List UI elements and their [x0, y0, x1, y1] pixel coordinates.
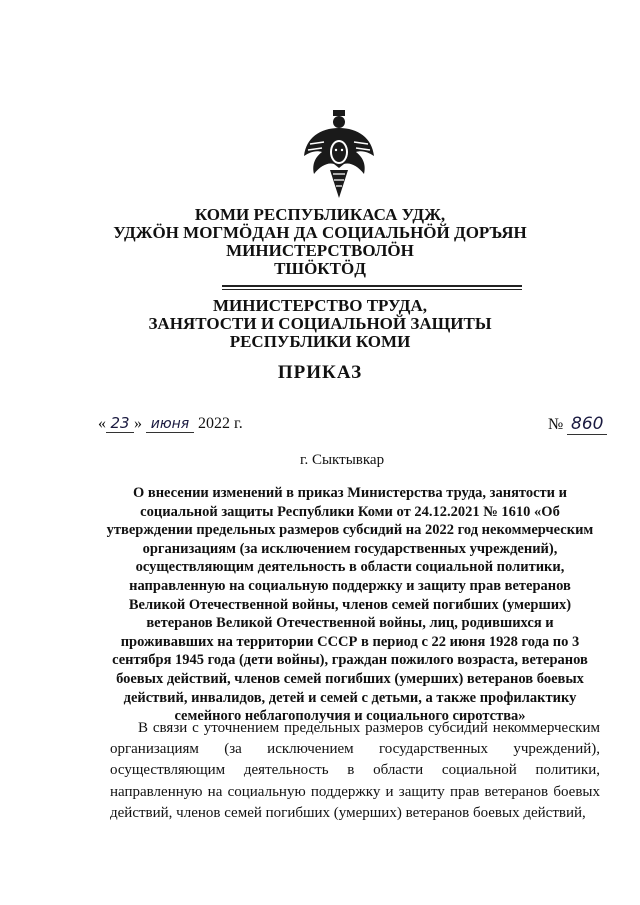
russian-header-line-1: МИНИСТЕРСТВО ТРУДА, — [213, 296, 427, 315]
komi-header-line-2: УДЖӦН МОГМӦДАН ДА СОЦИАЛЬНӦЙ ДОРЪЯН — [113, 223, 527, 242]
komi-header-line-4: ТШӦКТӦД — [274, 259, 366, 278]
number-label: № — [548, 416, 564, 433]
document-city: г. Сыктывкар — [300, 452, 385, 468]
komi-header-line-3: МИНИСТЕРСТВОЛӦН — [226, 241, 414, 260]
date-open-quote: « — [98, 415, 106, 432]
komi-header-line-1: КОМИ РЕСПУБЛИКАСА УДЖ, — [194, 205, 446, 224]
number-value: 860 — [567, 414, 607, 435]
body-paragraph: В связи с уточнением предельных размеров субсидий некоммерческим организациям (за исключением государственных учреждений), осуществляющим деятельность в области социальной политики, направленную на социальную поддержку и защиту прав ветеранов боевых действий, членов семей погибших (умерших) ветеранов боевых действий, — [110, 720, 600, 821]
date-year: 2022 г. — [198, 415, 243, 432]
header-divider-thick — [222, 285, 522, 287]
document-title: О внесении изменений в приказ Министерства труда, занятости и социальной защиты Республики Коми от 24.12.2021 № 1610 «Об утверждении предельных размеров субсидий на 2022 год некоммерческим организациям (за исключением государственных учреждений), осуществляющим деятельность в области социальной политики, направленную на социальную поддержку и защиту прав ветеранов Великой Отечественной войны, членов семей погибших (умерших) ветеранов Великой Отечественной войны, лиц, родившихся и проживавших на территории СССР в период с 22 июня 1928 года по 3 сентября 1945 года (дети войны), граждан пожилого возраста, ветеранов боевых действий, членов семей погибших (умерших) ветеранов боевых действий, инвалидов, детей и семей с детьми, а также профилактику семейного неблагополучия и социального сиротства» — [106, 485, 594, 725]
date-close-quote: » — [134, 415, 142, 432]
document-date — [98, 414, 243, 433]
document-body — [110, 718, 600, 824]
date-month: июня — [146, 416, 194, 433]
header-divider-thin — [222, 289, 522, 290]
date-day: 23 — [106, 414, 134, 433]
document-number — [548, 414, 607, 435]
russian-header-line-3: РЕСПУБЛИКИ КОМИ — [229, 332, 411, 351]
russian-header-line-2: ЗАНЯТОСТИ И СОЦИАЛЬНОЙ ЗАЩИТЫ — [148, 314, 492, 333]
document-type-heading: ПРИКАЗ — [277, 362, 363, 383]
komi-coat-of-arms-emblem — [300, 108, 378, 200]
